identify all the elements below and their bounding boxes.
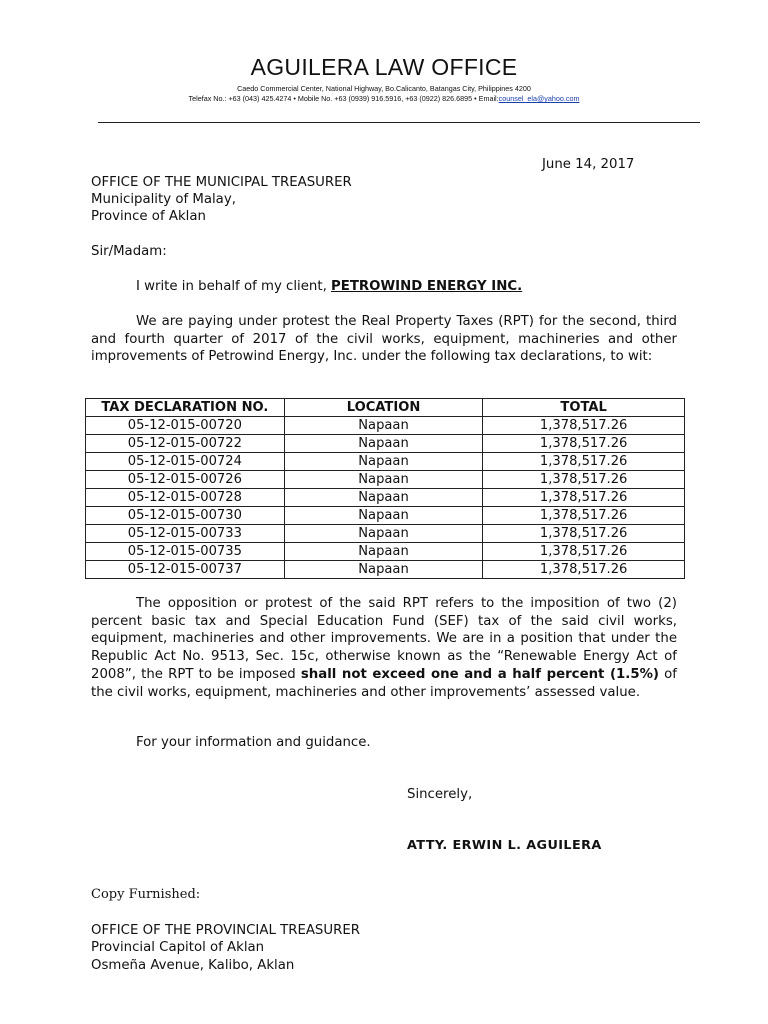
email-link[interactable]: counsel_ela@yahoo.com bbox=[498, 94, 580, 103]
header-location: LOCATION bbox=[284, 399, 483, 417]
location-cell: Napaan bbox=[284, 507, 483, 525]
paragraph-opposition bbox=[91, 595, 677, 701]
tax-declaration-cell: 05-12-015-00730 bbox=[86, 507, 285, 525]
tax-declaration-table bbox=[85, 398, 685, 579]
table-row bbox=[86, 507, 685, 525]
addressee-office: OFFICE OF THE MUNICIPAL TREASURER bbox=[91, 175, 352, 190]
table-row bbox=[86, 471, 685, 489]
closing-note: For your information and guidance. bbox=[136, 735, 371, 750]
tax-declaration-cell: 05-12-015-00735 bbox=[86, 543, 285, 561]
total-cell: 1,378,517.26 bbox=[483, 453, 685, 471]
table-row bbox=[86, 561, 685, 579]
paragraph-payment-protest: We are paying under protest the Real Property Taxes (RPT) for the second, third and fourth quarter of 2017 of the civil works, equipment, machineries and other improvements of Petrowind Energy, Inc. under the following tax declarations, to wit: bbox=[91, 314, 677, 365]
tax-declaration-cell: 05-12-015-00733 bbox=[86, 525, 285, 543]
opposition-text-2: of the civil works, equipment, machineries and other improvements’ assessed value. bbox=[91, 666, 677, 700]
copy-furnished-label: Copy Furnished: bbox=[91, 887, 201, 902]
table-row bbox=[86, 489, 685, 507]
location-cell: Napaan bbox=[284, 525, 483, 543]
copy-office: OFFICE OF THE PROVINCIAL TREASURER bbox=[91, 923, 360, 938]
tax-declaration-cell: 05-12-015-00737 bbox=[86, 561, 285, 579]
table-row bbox=[86, 435, 685, 453]
header-total: TOTAL bbox=[483, 399, 685, 417]
copy-line2: Osmeña Avenue, Kalibo, Aklan bbox=[91, 958, 295, 973]
opposition-text-1: The opposition or protest of the said RPT refers to the imposition of two (2) percent basic tax and Special Education Fund (SEF) tax of the said civil works, equipment, machineries and other improvements. We are in a position that under the Republic Act No. 9513, Sec. 15c, otherwise known as the “Renewable Energy Act of 2008”, the RPT to be imposed bbox=[91, 596, 677, 682]
opposition-emphasis: shall not exceed one and a half percent (1.5%) bbox=[300, 666, 659, 682]
total-cell: 1,378,517.26 bbox=[483, 417, 685, 435]
addressee-line2: Province of Aklan bbox=[91, 209, 206, 224]
client-name: PETROWIND ENERGY INC. bbox=[331, 279, 523, 294]
intro-text: I write in behalf of my client, bbox=[136, 279, 332, 294]
location-cell: Napaan bbox=[284, 543, 483, 561]
tax-declaration-cell: 05-12-015-00722 bbox=[86, 435, 285, 453]
header-tax-declaration: TAX DECLARATION NO. bbox=[86, 399, 285, 417]
total-cell: 1,378,517.26 bbox=[483, 435, 685, 453]
signatory-name: ATTY. ERWIN L. AGUILERA bbox=[407, 838, 602, 853]
tax-declaration-cell: 05-12-015-00728 bbox=[86, 489, 285, 507]
total-cell: 1,378,517.26 bbox=[483, 525, 685, 543]
signoff: Sincerely, bbox=[407, 787, 473, 802]
table-row bbox=[86, 543, 685, 561]
firm-name: AGUILERA LAW OFFICE bbox=[250, 54, 518, 80]
tax-declaration-cell: 05-12-015-00726 bbox=[86, 471, 285, 489]
tax-declaration-cell: 05-12-015-00724 bbox=[86, 453, 285, 471]
location-cell: Napaan bbox=[284, 435, 483, 453]
total-cell: 1,378,517.26 bbox=[483, 471, 685, 489]
letter-date: June 14, 2017 bbox=[542, 157, 635, 172]
tax-declaration-cell: 05-12-015-00720 bbox=[86, 417, 285, 435]
table-row bbox=[86, 417, 685, 435]
firm-address: Caedo Commercial Center, National Highway, Bo.Calicanto, Batangas City, Philippines 4200 bbox=[237, 84, 531, 93]
firm-contact bbox=[0, 94, 768, 103]
intro-line bbox=[136, 278, 522, 296]
table-row bbox=[86, 525, 685, 543]
total-cell: 1,378,517.26 bbox=[483, 561, 685, 579]
location-cell: Napaan bbox=[284, 417, 483, 435]
location-cell: Napaan bbox=[284, 453, 483, 471]
table-header-row bbox=[86, 399, 685, 417]
total-cell: 1,378,517.26 bbox=[483, 543, 685, 561]
total-cell: 1,378,517.26 bbox=[483, 507, 685, 525]
table-row bbox=[86, 453, 685, 471]
location-cell: Napaan bbox=[284, 561, 483, 579]
salutation: Sir/Madam: bbox=[91, 244, 167, 259]
contact-numbers: Telefax No.: +63 (043) 425.4274 • Mobile No. +63 (0939) 916.5916, +63 (0922) 826.6895 • Email: bbox=[188, 94, 499, 103]
letterhead-divider bbox=[98, 122, 700, 123]
addressee-line1: Municipality of Malay, bbox=[91, 192, 236, 207]
location-cell: Napaan bbox=[284, 471, 483, 489]
location-cell: Napaan bbox=[284, 489, 483, 507]
copy-line1: Provincial Capitol of Aklan bbox=[91, 940, 265, 955]
total-cell: 1,378,517.26 bbox=[483, 489, 685, 507]
